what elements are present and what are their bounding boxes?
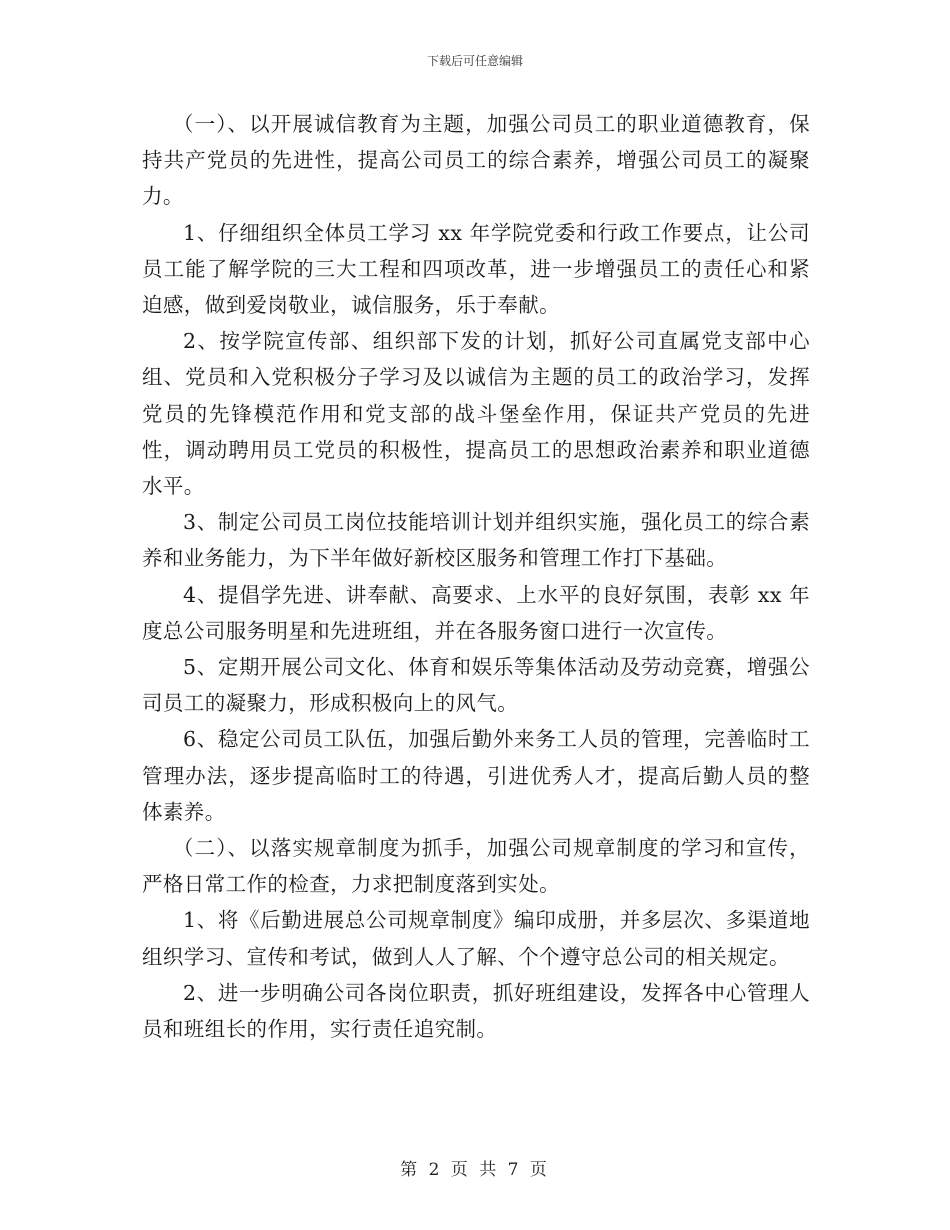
page-number: 第 2 页 共 7 页 (400, 1160, 550, 1180)
list-item-8: 2、进一步明确公司各岗位职责，抓好班组建设，发挥各中心管理人员和班组长的作用，实行责任追究制。 (142, 980, 810, 1042)
page-header: 下载后可任意编辑 (426, 54, 523, 68)
document-body (142, 106, 810, 1047)
list-item-4: 4、提倡学先进、讲奉献、高要求、上水平的良好氛围，表彰 xx 年度总公司服务明星和先进班组，并在各服务窗口进行一次宣传。 (142, 582, 810, 643)
list-item-5: 5、定期开展公司文化、体育和娱乐等集体活动及劳动竞赛，增强公司员工的凝聚力，形成积极向上的风气。 (142, 655, 810, 716)
list-item-6: 6、稳定公司员工队伍，加强后勤外来务工人员的管理，完善临时工管理办法，逐步提高临时工的待遇，引进优秀人才，提高后勤人员的整体素养。 (142, 727, 810, 824)
list-item-3: 3、制定公司员工岗位技能培训计划并组织实施，强化员工的综合素养和业务能力，为下半年做好新校区服务和管理工作打下基础。 (142, 510, 810, 571)
list-item-7: 1、将《后勤进展总公司规章制度》编印成册，并多层次、多渠道地组织学习、宣传和考试，做到人人了解、个个遵守总公司的相关规定。 (142, 908, 810, 969)
list-item-2: 2、按学院宣传部、组织部下发的计划，抓好公司直属党支部中心组、党员和入党积极分子学习及以诚信为主题的员工的政治学习，发挥党员的先锋模范作用和党支部的战斗堡垒作用，保证共产党员的先进性，调动聘用员工党员的积极性，提高员工的思想政治素养和职业道德水平。 (142, 329, 810, 499)
list-item-1: 1、仔细组织全体员工学习 xx 年学院党委和行政工作要点，让公司员工能了解学院的三大工程和四项改革，进一步增强员工的责任心和紧迫感，做到爱岗敬业，诚信服务，乐于奉献。 (142, 220, 810, 318)
section-heading-2: （二）、以落实规章制度为抓手，加强公司规章制度的学习和宣传，严格日常工作的检查，力求把制度落到实处。 (142, 836, 810, 897)
section-heading-1: （一）、以开展诚信教育为主题，加强公司员工的职业道德教育，保持共产党员的先进性，提高公司员工的综合素养，增强公司员工的凝聚力。 (142, 112, 810, 209)
